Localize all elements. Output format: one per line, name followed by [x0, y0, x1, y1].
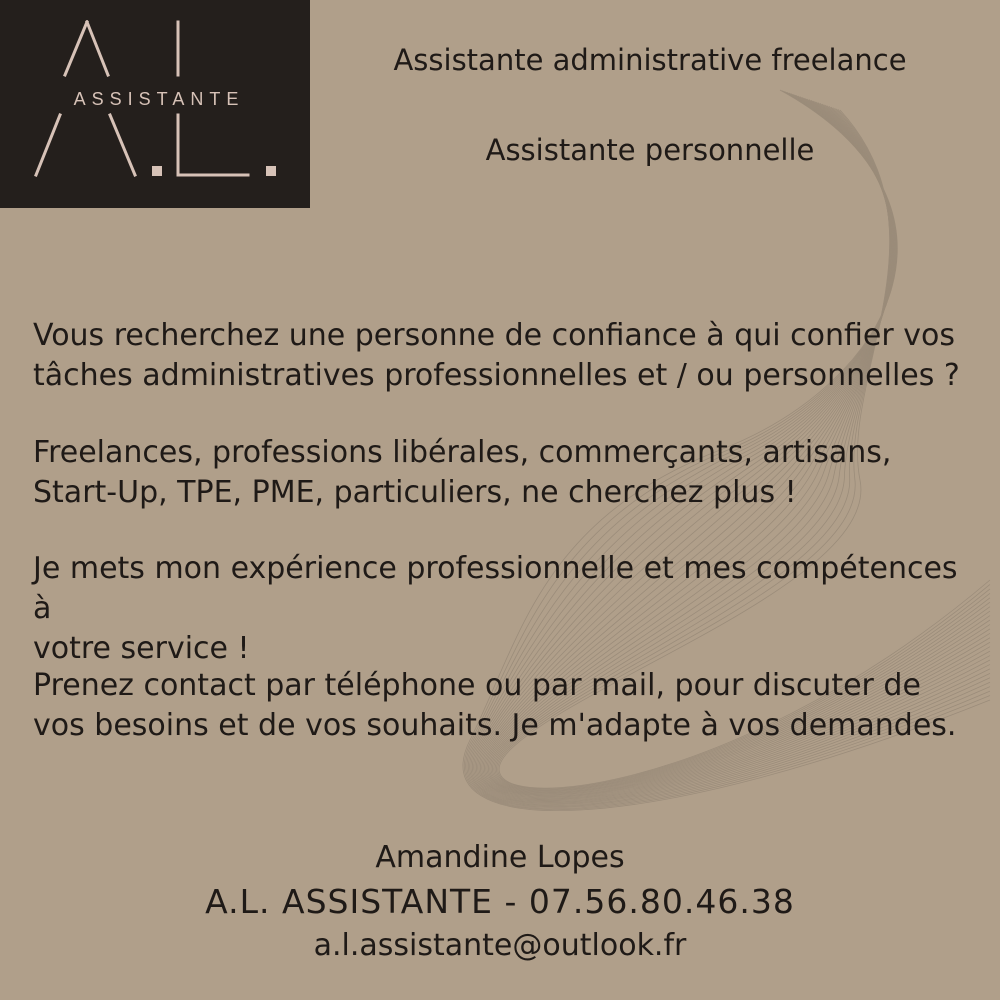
- paragraph-line: Vous recherchez une personne de confiance à qui confier vos: [33, 318, 955, 353]
- paragraph-line: tâches administratives professionnelles et / ou personnelles ?: [33, 358, 960, 393]
- service-title-personal: Assistante personnelle: [485, 133, 815, 167]
- contact-email: a.l.assistante@outlook.fr: [313, 928, 687, 963]
- paragraph-line: Je mets mon expérience professionnelle et mes compétences à: [33, 551, 958, 626]
- paragraph-audience: [33, 433, 983, 513]
- service-title-freelance: Assistante administrative freelance: [393, 43, 907, 77]
- paragraph-line: Start-Up, TPE, PME, particuliers, ne cherchez plus !: [33, 475, 797, 510]
- logo-wordmark: ASSISTANTE: [48, 86, 270, 112]
- paragraph-line: Prenez contact par téléphone ou par mail, pour discuter de: [33, 668, 921, 703]
- logo: [0, 0, 310, 208]
- paragraph-line: Freelances, professions libérales, commerçants, artisans,: [33, 435, 892, 470]
- paragraph-line: votre service !: [33, 631, 250, 666]
- contact-name: Amandine Lopes: [375, 840, 625, 875]
- paragraph-intro: [33, 316, 983, 396]
- paragraph-line: vos besoins et de vos souhaits. Je m'adapte à vos demandes.: [33, 708, 957, 743]
- paragraph-experience: [33, 549, 983, 669]
- contact-company-phone: A.L. ASSISTANTE - 07.56.80.46.38: [205, 882, 795, 921]
- paragraph-contact: [33, 666, 983, 746]
